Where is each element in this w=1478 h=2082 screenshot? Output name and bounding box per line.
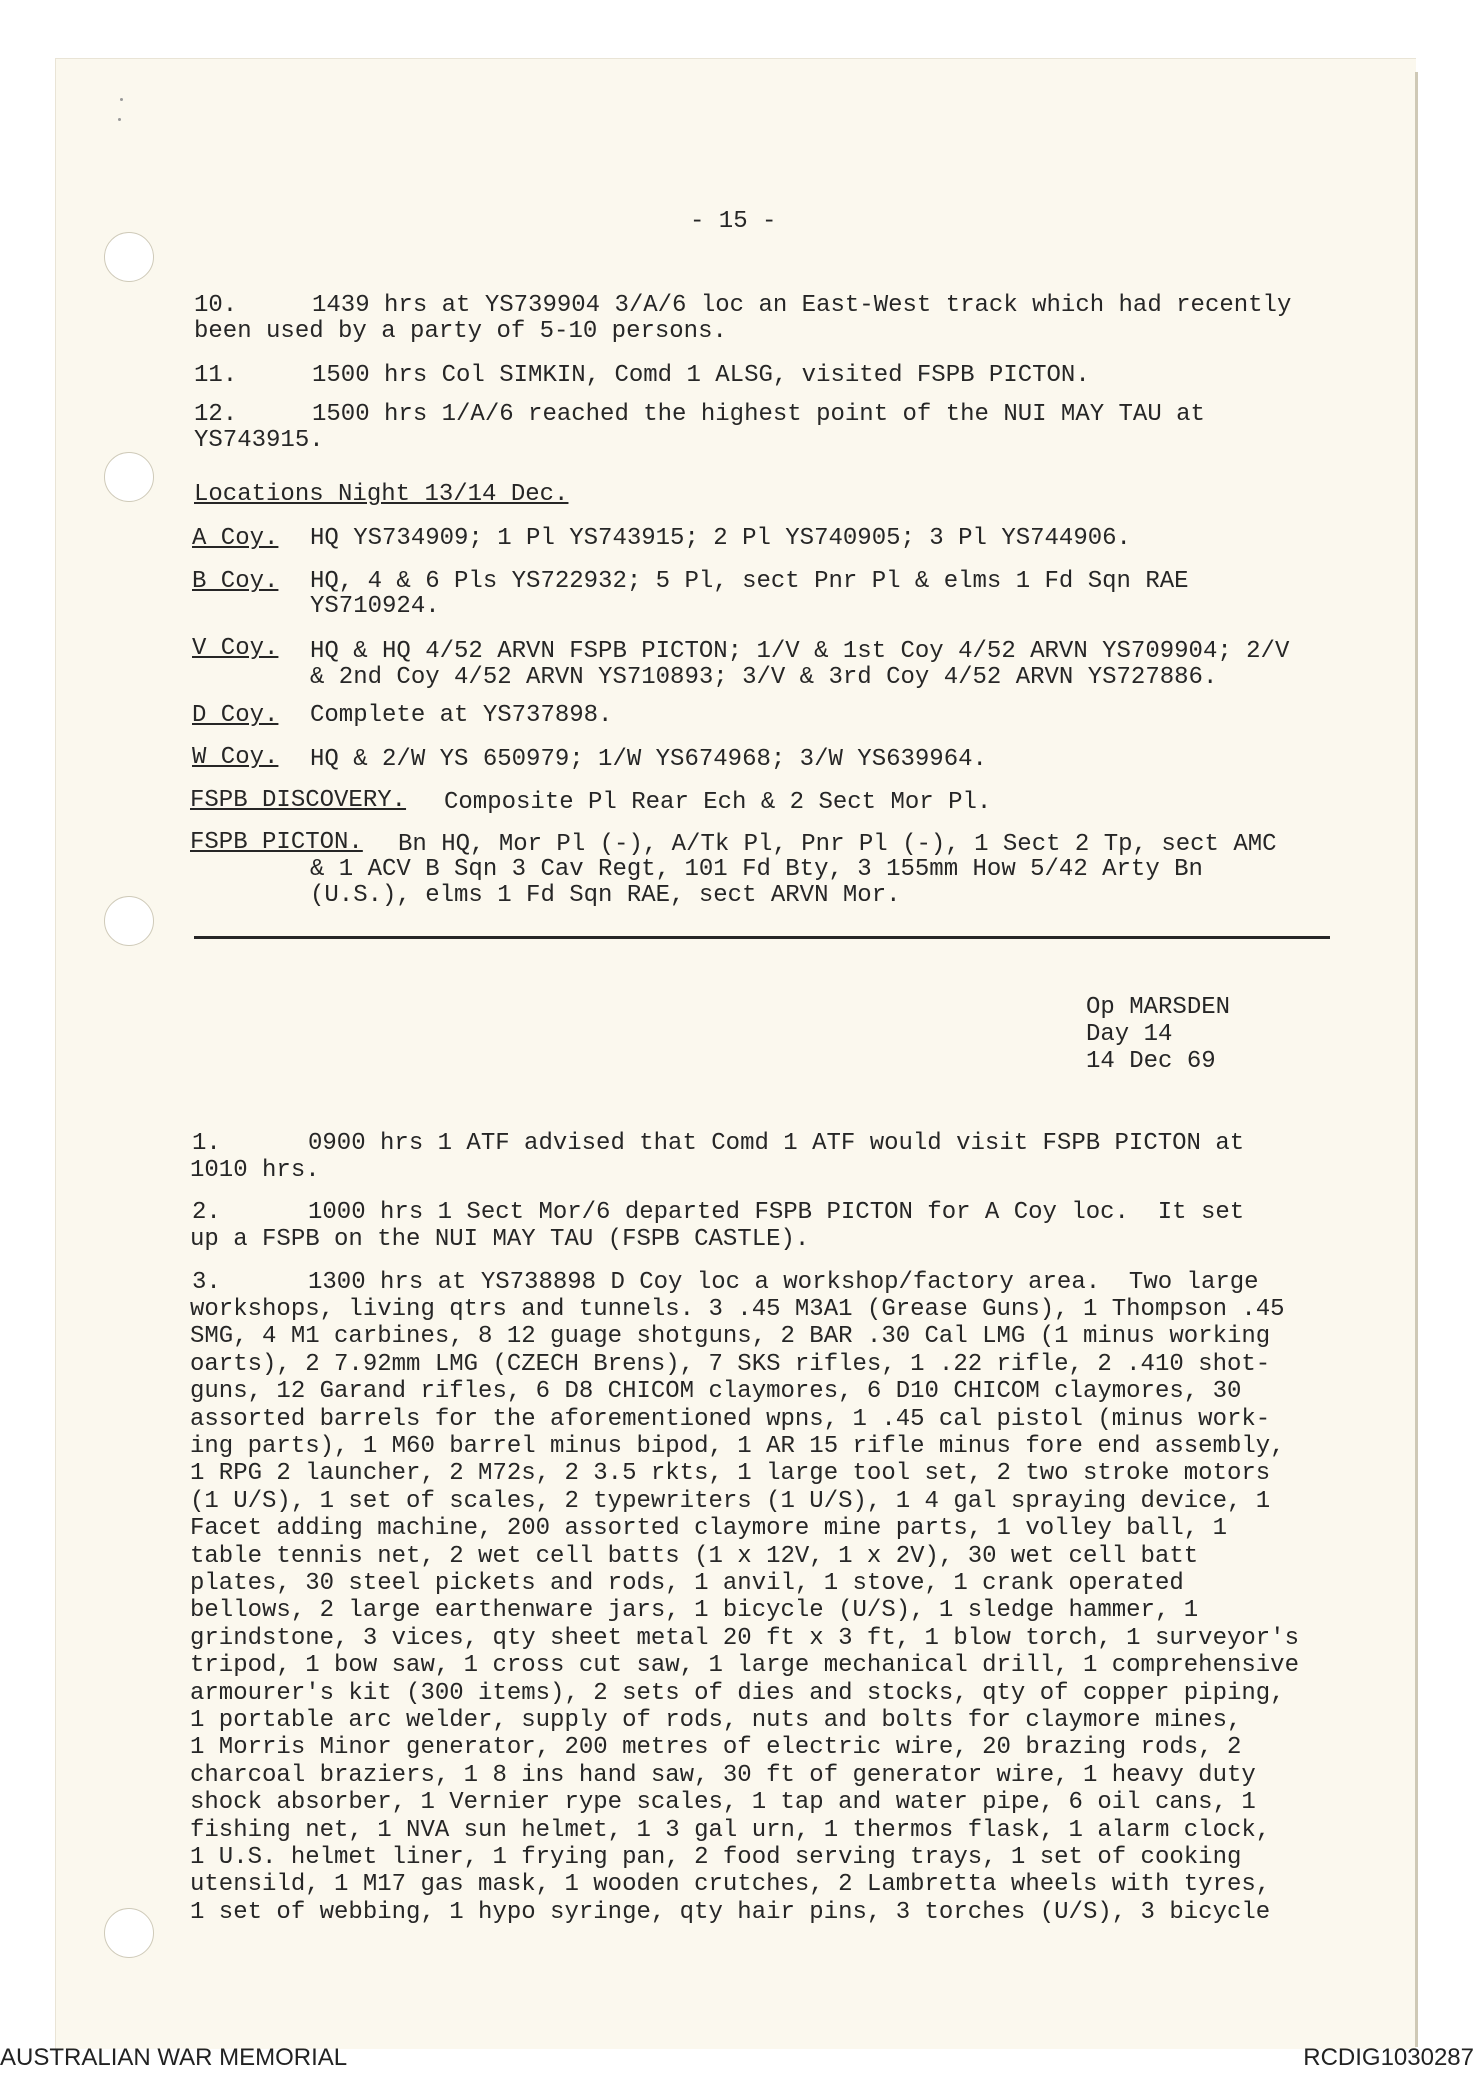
entry-text: YS743915.: [194, 427, 324, 454]
location-text: YS710924.: [310, 593, 440, 620]
entry-text: 1 Morris Minor generator, 200 metres of electric wire, 20 brazing rods, 2: [190, 1734, 1242, 1762]
location-text: HQ & 2/W YS 650979; 1/W YS674968; 3/W YS639964.: [310, 746, 987, 773]
location-text: HQ YS734909; 1 Pl YS743915; 2 Pl YS740905; 3 Pl YS744906.: [310, 525, 1131, 552]
entry-text: 1010 hrs.: [190, 1157, 320, 1184]
entry-text: workshops, living qtrs and tunnels. 3 .45 M3A1 (Grease Guns), 1 Thompson .45: [190, 1296, 1285, 1323]
location-label: W Coy.: [192, 744, 279, 771]
entry-text: SMG, 4 M1 carbines, 8 12 guage shotguns, 2 BAR .30 Cal LMG (1 minus working: [190, 1323, 1271, 1351]
entry-text: 0900 hrs 1 ATF advised that Comd 1 ATF would visit FSPB PICTON at: [308, 1130, 1245, 1157]
entry-text: Facet adding machine, 200 assorted claymore mine parts, 1 volley ball, 1: [190, 1515, 1227, 1543]
entry-text: utensild, 1 M17 gas mask, 1 wooden crutches, 2 Lambretta wheels with tyres,: [190, 1871, 1271, 1899]
entry-number: 12.: [194, 401, 238, 428]
footer-source: AUSTRALIAN WAR MEMORIAL: [0, 2044, 348, 2071]
punch-hole: [104, 1908, 154, 1958]
entry-text: guns, 12 Garand rifles, 6 D8 CHICOM claymores, 6 D10 CHICOM claymores, 30: [190, 1378, 1242, 1406]
entry-text: 1500 hrs Col SIMKIN, Comd 1 ALSG, visited FSPB PICTON.: [312, 362, 1090, 389]
entry-text: fishing net, 1 NVA sun helmet, 1 3 gal urn, 1 thermos flask, 1 alarm clock,: [190, 1816, 1271, 1844]
entry-text: 1300 hrs at YS738898 D Coy loc a workshop/factory area. Two large: [308, 1269, 1259, 1296]
entry-text: 1 set of webbing, 1 hypo syringe, qty hair pins, 3 torches (U/S), 3 bicycle: [190, 1898, 1271, 1926]
entry-text: 1 RPG 2 launcher, 2 M72s, 2 3.5 rkts, 1 large tool set, 2 two stroke motors: [190, 1460, 1271, 1488]
op-date: 14 Dec 69: [1086, 1048, 1216, 1075]
location-text: Bn HQ, Mor Pl (-), A/Tk Pl, Pnr Pl (-), 1 Sect 2 Tp, sect AMC: [398, 831, 1277, 858]
paper-speck: [120, 98, 123, 101]
entry-text: bellows, 2 large earthenware jars, 1 bicycle (U/S), 1 sledge hammer, 1: [190, 1597, 1199, 1625]
entry-number: 2.: [192, 1199, 221, 1226]
punch-hole: [104, 896, 154, 946]
footer-id: RCDIG1030287: [1303, 2044, 1474, 2071]
locations-heading: Locations Night 13/14 Dec.: [194, 481, 569, 508]
location-label: FSPB PICTON.: [190, 829, 363, 856]
entry-text: oarts), 2 7.92mm LMG (CZECH Brens), 7 SKS rifles, 1 .22 rifle, 2 .410 shot-: [190, 1350, 1271, 1378]
location-label: FSPB DISCOVERY.: [190, 787, 407, 814]
entry-text: charcoal braziers, 1 8 ins hand saw, 30 ft of generator wire, 1 heavy duty: [190, 1761, 1256, 1789]
location-text: HQ, 4 & 6 Pls YS722932; 5 Pl, sect Pnr Pl & elms 1 Fd Sqn RAE: [310, 568, 1189, 595]
entry-text: 1439 hrs at YS739904 3/A/6 loc an East-West track which had recently: [312, 292, 1292, 319]
punch-hole: [104, 452, 154, 502]
page-edge-shadow: [1415, 72, 1418, 2047]
op-name: Op MARSDEN: [1086, 994, 1231, 1021]
location-text: Composite Pl Rear Ech & 2 Sect Mor Pl.: [444, 789, 992, 816]
location-label: A Coy.: [192, 525, 279, 552]
entry-number: 3.: [192, 1269, 221, 1296]
entry-number: 11.: [194, 362, 238, 389]
entry-text: 1 U.S. helmet liner, 1 frying pan, 2 food serving trays, 1 set of cooking: [190, 1844, 1242, 1871]
location-label: B Coy.: [192, 568, 279, 595]
entry-text: grindstone, 3 vices, qty sheet metal 20 ft x 3 ft, 1 blow torch, 1 surveyor's: [190, 1624, 1299, 1652]
entry-text: tripod, 1 bow saw, 1 cross cut saw, 1 large mechanical drill, 1 comprehensive: [190, 1652, 1299, 1680]
entry-text: been used by a party of 5-10 persons.: [194, 318, 727, 345]
entry-text: 1000 hrs 1 Sect Mor/6 departed FSPB PICTON for A Coy loc. It set: [308, 1199, 1245, 1226]
op-day: Day 14: [1086, 1021, 1173, 1048]
location-text: & 2nd Coy 4/52 ARVN YS710893; 3/V & 3rd Coy 4/52 ARVN YS727886.: [310, 664, 1218, 691]
entry-text: 1500 hrs 1/A/6 reached the highest point of the NUI MAY TAU at: [312, 401, 1205, 428]
paper-speck: [118, 118, 121, 121]
entry-text: plates, 30 steel pickets and rods, 1 anvil, 1 stove, 1 crank operated: [190, 1570, 1184, 1597]
entry-text: ing parts), 1 M60 barrel minus bipod, 1 AR 15 rifle minus fore end assembly,: [190, 1433, 1285, 1460]
page-number: - 15 -: [690, 208, 777, 235]
location-label: D Coy.: [192, 702, 279, 729]
location-label: V Coy.: [192, 635, 279, 662]
entry-text: assorted barrels for the aforementioned wpns, 1 .45 cal pistol (minus work-: [190, 1405, 1271, 1433]
entry-text: up a FSPB on the NUI MAY TAU (FSPB CASTLE).: [190, 1226, 810, 1253]
entry-text: 1 portable arc welder, supply of rods, nuts and bolts for claymore mines,: [190, 1707, 1242, 1734]
entry-text: (1 U/S), 1 set of scales, 2 typewriters (1 U/S), 1 4 gal spraying device, 1: [190, 1487, 1271, 1515]
location-text: HQ & HQ 4/52 ARVN FSPB PICTON; 1/V & 1st Coy 4/52 ARVN YS709904; 2/V: [310, 638, 1290, 665]
punch-hole: [104, 232, 154, 282]
entry-number: 1.: [192, 1130, 221, 1157]
location-text: & 1 ACV B Sqn 3 Cav Regt, 101 Fd Bty, 3 155mm How 5/42 Arty Bn: [310, 856, 1203, 883]
entry-text: armourer's kit (300 items), 2 sets of dies and stocks, qty of copper piping,: [190, 1679, 1285, 1707]
entry-text: table tennis net, 2 wet cell batts (1 x 12V, 1 x 2V), 30 wet cell batt: [190, 1542, 1199, 1570]
entry-text: shock absorber, 1 Vernier rype scales, 1 tap and water pipe, 6 oil cans, 1: [190, 1789, 1256, 1817]
section-divider: [194, 936, 1330, 939]
location-text: Complete at YS737898.: [310, 702, 613, 729]
location-text: (U.S.), elms 1 Fd Sqn RAE, sect ARVN Mor.: [310, 882, 901, 909]
entry-number: 10.: [194, 292, 238, 319]
